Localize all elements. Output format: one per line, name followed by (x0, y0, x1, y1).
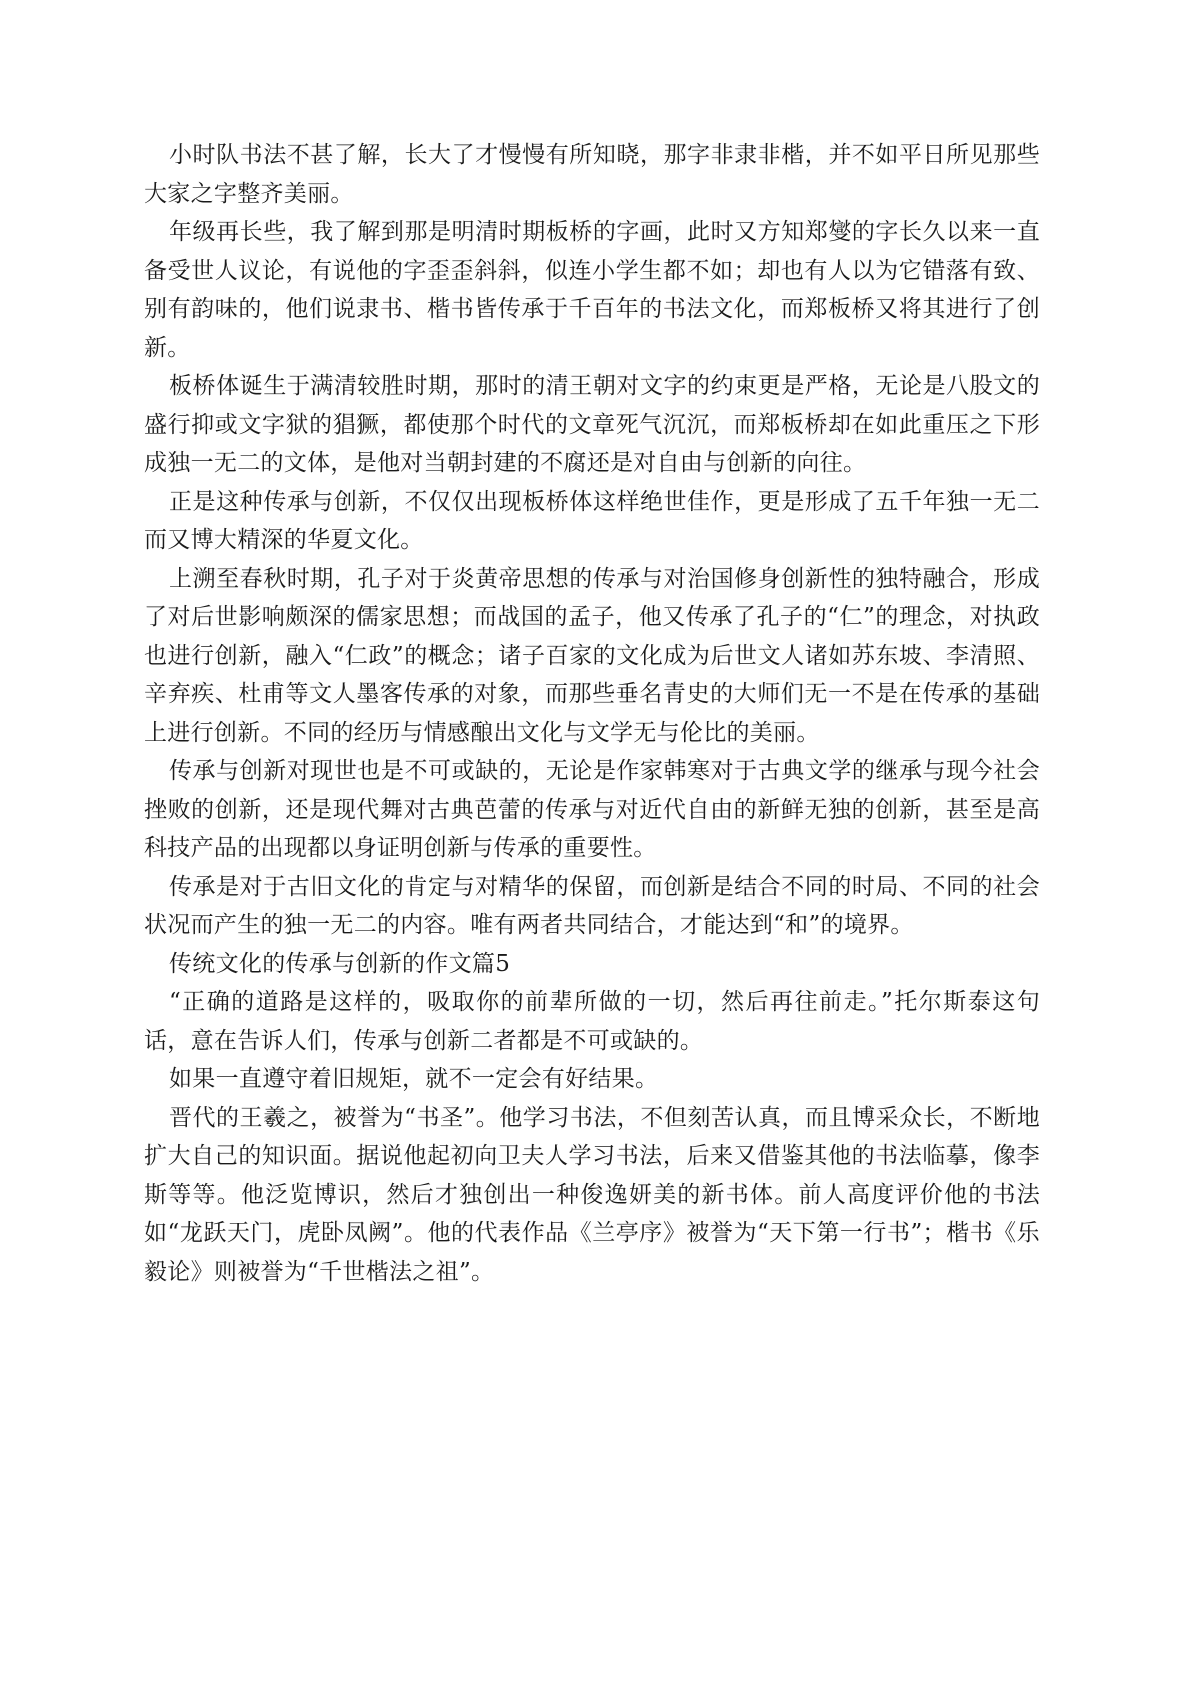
document-page (144, 136, 1040, 1291)
paragraph: 如果一直遵守着旧规矩，就不一定会有好结果。 (169, 1066, 659, 1092)
paragraph: 传承是对于古旧文化的肯定与对精华的保留，而创新是结合不同的时局、不同的社会状况而产生的独一无二的内容。唯有两者共同结合，才能达到“和”的境界。 (144, 873, 1040, 938)
paragraph: 板桥体诞生于满清较胜时期，那时的清王朝对文字的约束更是严格，无论是八股文的盛行抑或文字狱的猖獗，都使那个时代的文章死气沉沉，而郑板桥却在如此重压之下形成独一无二的文体，是他对当朝封建的不腐还是对自由与创新的向往。 (144, 373, 1040, 476)
paragraph: 正是这种传承与创新，不仅仅出现板桥体这样绝世佳作，更是形成了五千年独一无二而又博大精深的华夏文化。 (144, 488, 1040, 553)
paragraph: “正确的道路是这样的，吸取你的前辈所做的一切，然后再往前走。”托尔斯泰这句话，意在告诉人们，传承与创新二者都是不可或缺的。 (144, 989, 1040, 1054)
paragraph: 传承与创新对现世也是不可或缺的，无论是作家韩寒对于古典文学的继承与现今社会挫败的创新，还是现代舞对古典芭蕾的传承与对近代自由的新鲜无独的创新，甚至是高科技产品的出现都以身证明创新与传承的重要性。 (144, 758, 1040, 861)
paragraph: 上溯至春秋时期，孔子对于炎黄帝思想的传承与对治国修身创新性的独特融合，形成了对后世影响颇深的儒家思想；而战国的孟子，他又传承了孔子的“仁”的理念，对执政也进行创新，融入“仁政”的概念；诸子百家的文化成为后世文人诸如苏东坡、李清照、辛弃疾、杜甫等文人墨客传承的对象，而那些垂名青史的大师们无一不是在传承的基础上进行创新。不同的经历与情感酿出文化与文学无与伦比的美丽。 (144, 565, 1040, 746)
paragraph: 小时队书法不甚了解，长大了才慢慢有所知晓，那字非隶非楷，并不如平日所见那些大家之字整齐美丽。 (144, 142, 1040, 207)
paragraph: 晋代的王羲之，被誉为“书圣”。他学习书法，不但刻苦认真，而且博采众长，不断地扩大自己的知识面。据说他起初向卫夫人学习书法，后来又借鉴其他的书法临摹，像李斯等等。他泛览博识，然后才独创出一种俊逸妍美的新书体。前人高度评价他的书法如“龙跃天门，虎卧凤阙”。他的代表作品《兰亭序》被誉为“天下第一行书”；楷书《乐毅论》则被誉为“千世楷法之祖”。 (144, 1104, 1040, 1285)
section-heading: 传统文化的传承与创新的作文篇5 (169, 950, 511, 977)
paragraph: 年级再长些，我了解到那是明清时期板桥的字画，此时又方知郑燮的字长久以来一直备受世人议论，有说他的字歪歪斜斜，似连小学生都不如；却也有人以为它错落有致、别有韵味的，他们说隶书、楷书皆传承于千百年的书法文化，而郑板桥又将其进行了创新。 (144, 219, 1040, 361)
